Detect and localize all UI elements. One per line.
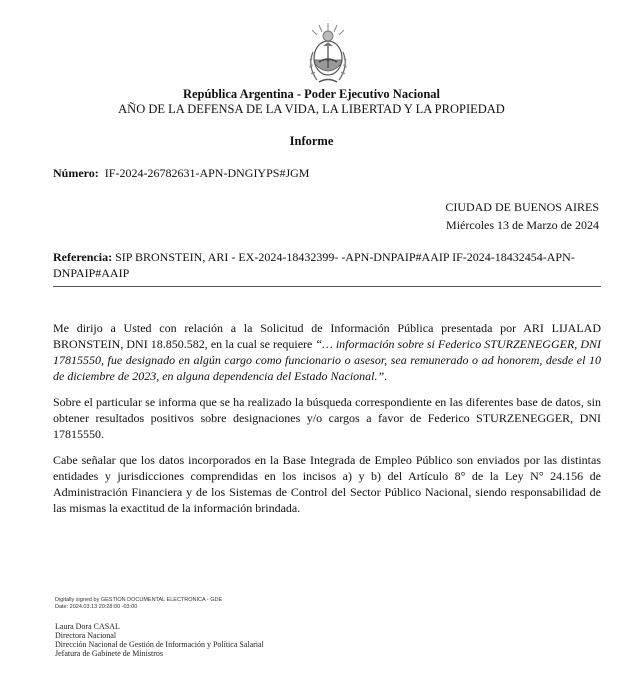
- request-quote-text: “… información sobre si Federico STURZENEGGER, DNI 17815550, fue designado en algún cargo como funcionario o asesor, sea remunerado o ad honorem, desde el 10 de diciembre de 2023, en alguna dependencia del Estado Nacional.”: [53, 337, 601, 383]
- document-date: Miércoles 13 de Marzo de 2024: [446, 218, 599, 232]
- digital-signature-signed-by: Digitally signed by GESTION DOCUMENTAL ELECTRONICA - GDE: [55, 597, 223, 603]
- city-name: CIUDAD DE BUENOS AIRES: [445, 200, 599, 214]
- document-number-value: IF-2024-26782631-APN-DNGIYPS#JGM: [104, 166, 310, 180]
- document-type-title: Informe: [289, 134, 334, 148]
- digital-signature-date: Date: 2024.03.13 20:28:00 -03:00: [55, 603, 138, 610]
- signer-block: [55, 622, 264, 658]
- reference-value: SIP BRONSTEIN, ARI - EX-2024-18432399- -APN-DNPAIP#AAIP IF-2024-18432454-APN-DNPAIP#AAIP: [53, 250, 575, 280]
- body-paragraph-request: [53, 320, 601, 384]
- request-intro-text: Me dirijo a Usted con relación a la Solicitud de Información Pública presentada por ARI LIJALAD BRONSTEIN, DNI 18.850.582, en la cual se requiere: [53, 321, 601, 351]
- reference-line: [53, 249, 593, 281]
- document-number-label: Número:: [53, 166, 99, 180]
- signer-office: Dirección Nacional de Gestión de Información y Política Salarial: [55, 640, 264, 649]
- reference-label: Referencia:: [53, 250, 113, 264]
- request-end-text: .: [384, 369, 388, 383]
- year-motto: AÑO DE LA DEFENSA DE LA VIDA, LA LIBERTAD Y LA PROPIEDAD: [118, 102, 505, 116]
- document-number: [53, 166, 309, 181]
- national-coat-of-arms-emblem: [305, 22, 351, 86]
- signer-name: Laura Dora CASAL: [55, 622, 120, 631]
- signer-title: Directora Nacional: [55, 631, 117, 640]
- government-header: República Argentina - Poder Ejecutivo Nacional: [182, 87, 441, 101]
- header-divider: [53, 286, 601, 287]
- digital-signature-stamp: [55, 597, 222, 610]
- body-paragraph-result: Sobre el particular se informa que se ha realizado la búsqueda correspondiente en las diferentes base de datos, sin obtener resultados positivos sobre designaciones y/o cargos a favor de Federico STURZENEGGER, DNI 17815550.: [53, 395, 601, 441]
- body-paragraph-disclaimer: Cabe señalar que los datos incorporados en la Base Integrada de Empleo Público son enviados por las distintas entidades y jurisdicciones comprendidas en los incisos a) y b) del Artículo 8° de la Ley N° 24.156 de Administración Financiera y de los Sistemas de Control del Sector Público Nacional, siendo responsabilidad de las mismas la exactitud de la información brindada.: [53, 453, 601, 515]
- signer-department: Jefatura de Gabinete de Ministros: [55, 649, 163, 658]
